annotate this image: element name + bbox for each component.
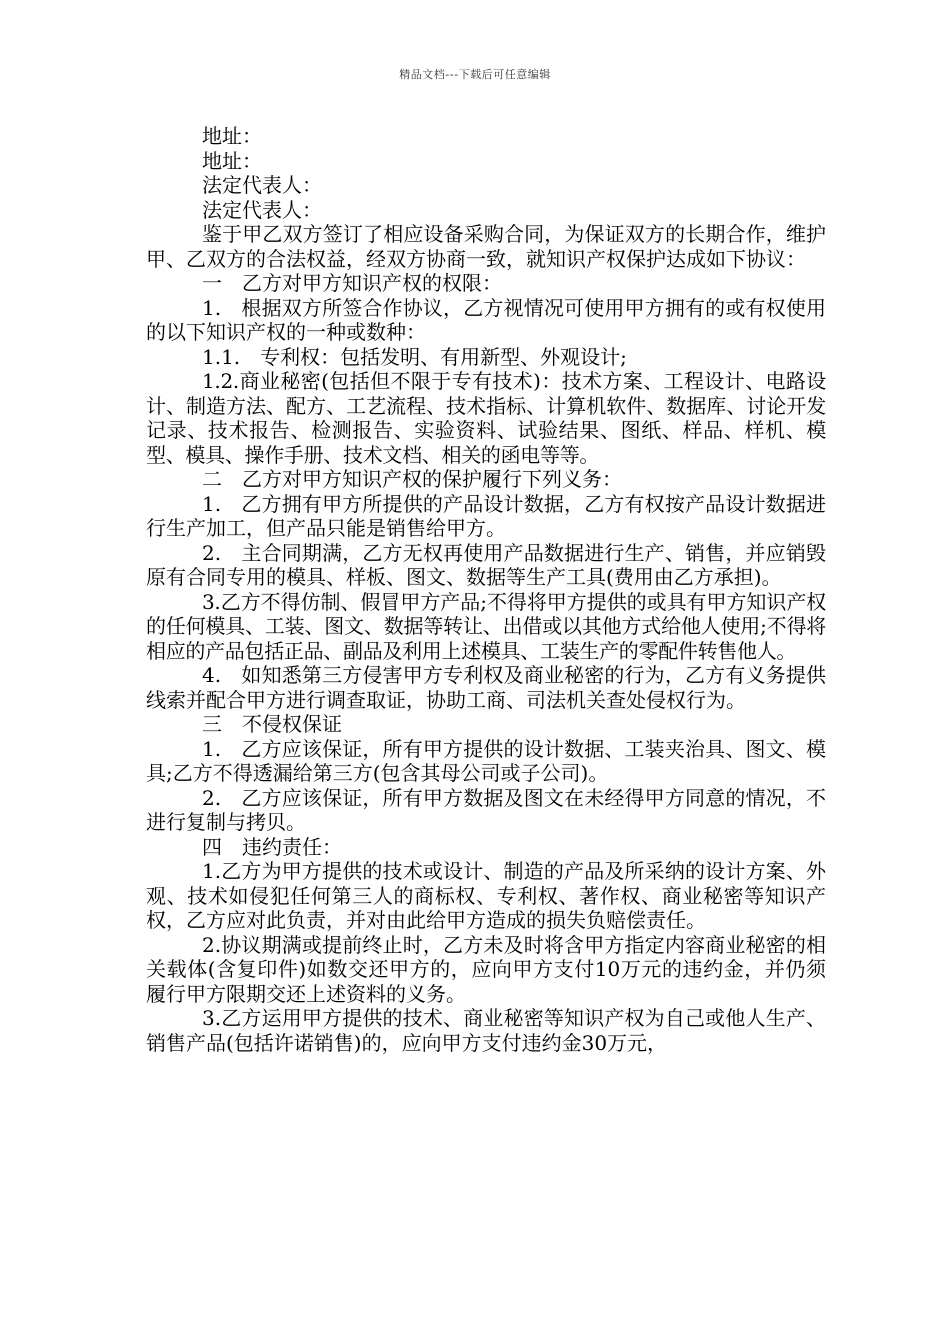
- section-heading-2: 二 乙方对甲方知识产权的保护履行下列义务：: [202, 467, 622, 491]
- clause-2-4: 4. 如知悉第三方侵害甲方专利权及商业秘密的行为，乙方有义务提供线索并配合甲方进行调查取证，协助工商、司法机关查处侵权行为。: [146, 663, 826, 712]
- legal-representative-line: 法定代表人：: [202, 173, 322, 197]
- clause-1-1: 1. 根据双方所签合作协议，乙方视情况可使用甲方拥有的或有权使用的以下知识产权的一种或数种：: [146, 295, 826, 344]
- legal-representative-line: 法定代表人：: [202, 197, 322, 222]
- page-header: 精品文档---下载后可任意编辑: [399, 68, 551, 81]
- section-heading-3: 三 不侵权保证: [202, 712, 342, 736]
- clause-4-2: 2.协议期满或提前终止时，乙方未及时将含甲方指定内容商业秘密的相关载体(含复印件)如数交还甲方的，应向甲方支付10万元的违约金，并仍须履行甲方限期交还上述资料的义务。: [146, 932, 826, 1006]
- clause-2-1: 1. 乙方拥有甲方所提供的产品设计数据，乙方有权按产品设计数据进行生产加工，但产品只能是销售给甲方。: [146, 491, 826, 540]
- section-heading-4: 四 违约责任：: [202, 834, 342, 859]
- address-line: 地址：: [202, 148, 262, 173]
- clause-4-3: 3.乙方运用甲方提供的技术、商业秘密等知识产权为自己或他人生产、销售产品(包括许诺销售)的，应向甲方支付违约金30万元，: [146, 1006, 826, 1055]
- address-line: 地址：: [202, 124, 262, 148]
- section-heading-1: 一 乙方对甲方知识产权的权限：: [202, 271, 502, 295]
- clause-1-1-2: 1.2.商业秘密(包括但不限于专有技术)：技术方案、工程设计、电路设计、制造方法、配方、工艺流程、技术指标、计算机软件、数据库、讨论开发记录、技术报告、检测报告、实验资料、试验结果、图纸、样品、样机、模型、模具、操作手册、技术文档、相关的函电等等。: [146, 369, 826, 467]
- document-body: [146, 124, 826, 1055]
- clause-4-1: 1.乙方为甲方提供的技术或设计、制造的产品及所采纳的设计方案、外观、技术如侵犯任何第三人的商标权、专利权、著作权、商业秘密等知识产权，乙方应对此负责，并对由此给甲方造成的损失负赔偿责任。: [146, 859, 826, 932]
- clause-3-2: 2. 乙方应该保证，所有甲方数据及图文在未经得甲方同意的情况，不进行复制与拷贝。: [146, 785, 826, 834]
- preamble-paragraph: 鉴于甲乙双方签订了相应设备采购合同，为保证双方的长期合作，维护甲、乙双方的合法权益，经双方协商一致，就知识产权保护达成如下协议：: [146, 222, 826, 271]
- clause-2-3: 3.乙方不得仿制、假冒甲方产品;不得将甲方提供的或具有甲方知识产权的任何模具、工装、图文、数据等转让、出借或以其他方式给他人使用;不得将相应的产品包括正品、副品及利用上述模具、工装生产的零配件转售他人。: [146, 589, 826, 663]
- clause-1-1-1: 1.1. 专利权：包括发明、有用新型、外观设计;: [202, 344, 627, 369]
- clause-2-2: 2. 主合同期满，乙方无权再使用产品数据进行生产、销售，并应销毁原有合同专用的模具、样板、图文、数据等生产工具(费用由乙方承担)。: [146, 540, 826, 589]
- clause-3-1: 1. 乙方应该保证，所有甲方提供的设计数据、工装夹治具、图文、模具;乙方不得透漏给第三方(包含其母公司或子公司)。: [146, 736, 826, 785]
